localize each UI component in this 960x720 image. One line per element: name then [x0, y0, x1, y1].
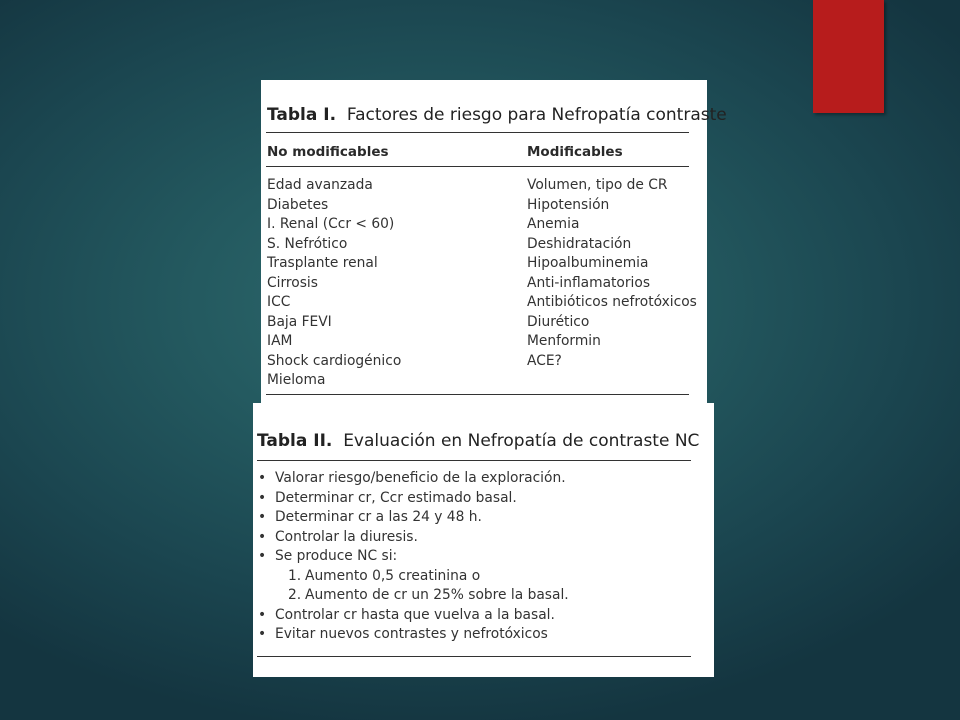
table-2-image — [253, 403, 714, 677]
no-modificable-item: Cirrosis — [267, 274, 318, 291]
list-number: 2. — [288, 587, 302, 603]
modificable-item: Hipotensión — [527, 196, 610, 213]
evaluation-sub-item — [258, 586, 569, 606]
no-modificable-item: S. Nefrótico — [267, 235, 348, 252]
no-modificable-item: Diabetes — [267, 196, 329, 213]
table-1-header-modificables: Modificables — [527, 144, 623, 160]
table-2-title — [257, 431, 699, 451]
evaluation-item — [258, 547, 569, 567]
evaluation-item-text: Aumento 0,5 creatinina o — [305, 567, 481, 584]
no-modificable-item: ICC — [267, 294, 291, 310]
modificable-item: Deshidratación — [527, 235, 632, 252]
bullet-marker: • — [258, 489, 267, 506]
table-1-bottom-rule — [266, 394, 689, 395]
table-1-title-text: Factores de riesgo para Nefropatía contraste — [346, 105, 727, 125]
evaluation-item — [258, 508, 569, 528]
modificable-item: Volumen, tipo de CR — [527, 177, 668, 193]
evaluation-item-text: Determinar cr, Ccr estimado basal. — [275, 489, 517, 506]
modificable-item: Diurético — [527, 313, 590, 330]
no-modificable-item: I. Renal (Ccr < 60) — [267, 216, 395, 232]
table-2-bottom-rule — [257, 656, 691, 657]
table-1-image — [261, 80, 727, 403]
bullet-marker: • — [258, 606, 267, 623]
bullet-marker: • — [258, 470, 267, 486]
no-modificable-item: Baja FEVI — [267, 313, 332, 330]
modificable-item: Anti-inflamatorios — [527, 274, 651, 291]
modificable-item: Antibióticos nefrotóxicos — [527, 294, 697, 310]
list-number: 1. — [288, 567, 302, 584]
table-1-no-modificables-list — [267, 176, 401, 391]
table-2-bullet-list — [258, 469, 569, 645]
evaluation-item — [258, 528, 569, 548]
table-1-header-no-modificables: No modificables — [267, 144, 389, 160]
evaluation-item — [258, 625, 569, 645]
modificable-item: Anemia — [527, 216, 580, 232]
no-modificable-item: Trasplante renal — [267, 255, 378, 271]
table-1-header-rule — [266, 166, 689, 167]
evaluation-item-text: Evitar nuevos contrastes y nefrotóxicos — [275, 626, 548, 642]
modificable-item: ACE? — [527, 352, 562, 369]
evaluation-item — [258, 489, 569, 509]
bullet-marker: • — [258, 509, 267, 525]
modificable-item: Hipoalbuminemia — [527, 255, 649, 271]
evaluation-item-text: Aumento de cr un 25% sobre la basal. — [305, 587, 569, 603]
table-1-top-rule — [266, 132, 689, 133]
red-accent-tab — [813, 0, 884, 113]
evaluation-item-text: Controlar la diuresis. — [275, 528, 418, 545]
evaluation-item — [258, 606, 569, 626]
bullet-marker: • — [258, 548, 267, 564]
evaluation-item-text: Se produce NC si: — [275, 548, 398, 564]
table-2-top-rule — [257, 460, 691, 461]
evaluation-item-text: Controlar cr hasta que vuelva a la basal. — [275, 606, 555, 623]
modificable-item: Menformin — [527, 333, 601, 349]
no-modificable-item: IAM — [267, 333, 293, 349]
table-1-modificables-list — [527, 176, 697, 371]
table-1-title-label: Tabla I. — [267, 105, 337, 125]
no-modificable-item: Edad avanzada — [267, 177, 373, 193]
evaluation-item — [258, 469, 569, 489]
no-modificable-item: Shock cardiogénico — [267, 352, 402, 369]
bullet-marker: • — [258, 528, 267, 545]
evaluation-item-text: Valorar riesgo/beneficio de la exploración. — [275, 470, 566, 486]
table-2-title-text: Evaluación en Nefropatía de contraste NC — [343, 431, 700, 451]
evaluation-item-text: Determinar cr a las 24 y 48 h. — [275, 509, 482, 525]
evaluation-sub-item — [258, 567, 569, 587]
table-2-title-label: Tabla II. — [257, 431, 333, 451]
table-1-title — [267, 105, 727, 125]
no-modificable-item: Mieloma — [267, 372, 326, 388]
bullet-marker: • — [258, 626, 267, 642]
